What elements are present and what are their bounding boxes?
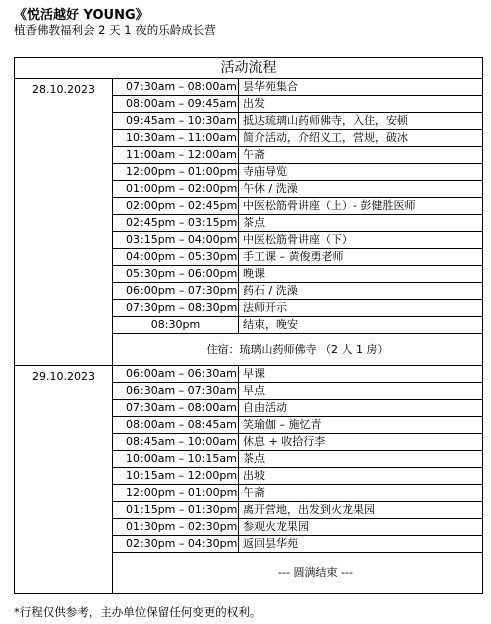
schedule-heading: 活动流程 [15,58,483,79]
day-date: 28.10.2023 [15,79,113,366]
time-cell: 11:00am – 12:00am [113,147,239,164]
time-cell: 06:30am – 07:30am [113,383,239,400]
time-cell: 02:30pm – 04:30pm [113,536,239,553]
activity-cell: 中医松筋骨讲座（下） [239,232,483,249]
schedule-table [14,57,483,594]
activity-cell: 休息 + 收拾行李 [239,434,483,451]
activity-cell: 出发 [239,96,483,113]
activity-cell: 自由活动 [239,400,483,417]
time-cell: 02:45pm – 03:15pm [113,215,239,232]
activity-cell: 法师开示 [239,300,483,317]
activity-cell: 午斋 [239,485,483,502]
time-cell: 12:00pm – 01:00pm [113,164,239,181]
activity-cell: 简介活动，介绍义工，营规，破冰 [239,130,483,147]
time-cell: 10:30am – 11:00am [113,130,239,147]
doc-subtitle: 植香佛教福利会 2 天 1 夜的乐龄成长营 [14,23,216,37]
activity-cell: 早课 [239,366,483,383]
activity-cell: 午休 / 洗澡 [239,181,483,198]
activity-cell: 昙华苑集合 [239,79,483,96]
time-cell: 05:30pm – 06:00pm [113,266,239,283]
lodging-note: 住宿：琉璃山药师佛寺 （2 人 1 房） [113,334,483,366]
time-cell: 08:00am – 08:45am [113,417,239,434]
time-cell: 08:00am – 09:45am [113,96,239,113]
activity-cell: 参观火龙果园 [239,519,483,536]
time-cell: 03:15pm – 04:00pm [113,232,239,249]
time-cell: 12:00pm – 01:00pm [113,485,239,502]
activity-cell: 返回昙华苑 [239,536,483,553]
activity-cell: 早点 [239,383,483,400]
doc-title: 《悦活越好 YOUNG》 [14,8,149,23]
schedule-header-row [15,58,483,79]
time-cell: 02:00pm – 02:45pm [113,198,239,215]
time-cell: 09:45am – 10:30am [113,113,239,130]
time-cell: 08:45am – 10:00am [113,434,239,451]
activity-cell: 寺庙导览 [239,164,483,181]
time-cell: 07:30am – 08:00am [113,400,239,417]
time-cell: 10:00am – 10:15am [113,451,239,468]
time-cell: 07:30pm – 08:30pm [113,300,239,317]
time-cell: 07:30am – 08:00am [113,79,239,96]
activity-cell: 茶点 [239,215,483,232]
activity-cell: 午斋 [239,147,483,164]
activity-cell: 茶点 [239,451,483,468]
time-cell: 01:15pm – 01:30pm [113,502,239,519]
activity-cell: 出坡 [239,468,483,485]
time-cell: 04:00pm – 05:30pm [113,249,239,266]
activity-cell: 中医松筋骨讲座（上）- 彭健胜医师 [239,198,483,215]
activity-cell: 手工课 – 黄俊勇老师 [239,249,483,266]
time-cell: 10:15am – 12:00pm [113,468,239,485]
activity-cell: 笑瑜伽 – 施忆青 [239,417,483,434]
table-row [15,366,483,383]
time-cell: 06:00am – 06:30am [113,366,239,383]
closing-note: --- 圆满结束 --- [113,553,483,594]
time-cell: 06:00pm – 07:30pm [113,283,239,300]
activity-cell: 离开营地，出发到火龙果园 [239,502,483,519]
table-row [15,79,483,96]
activity-cell: 晚课 [239,266,483,283]
activity-cell: 结束，晚安 [239,317,483,334]
activity-cell: 抵达琉璃山药师佛寺，入住，安顿 [239,113,483,130]
day-date: 29.10.2023 [15,366,113,594]
time-cell: 01:30pm – 02:30pm [113,519,239,536]
time-cell: 01:00pm – 02:00pm [113,181,239,198]
time-cell: 08:30pm [113,317,239,334]
activity-cell: 药石 / 洗澡 [239,283,483,300]
footnote: *行程仅供参考，主办单位保留任何变更的权利。 [14,605,262,619]
